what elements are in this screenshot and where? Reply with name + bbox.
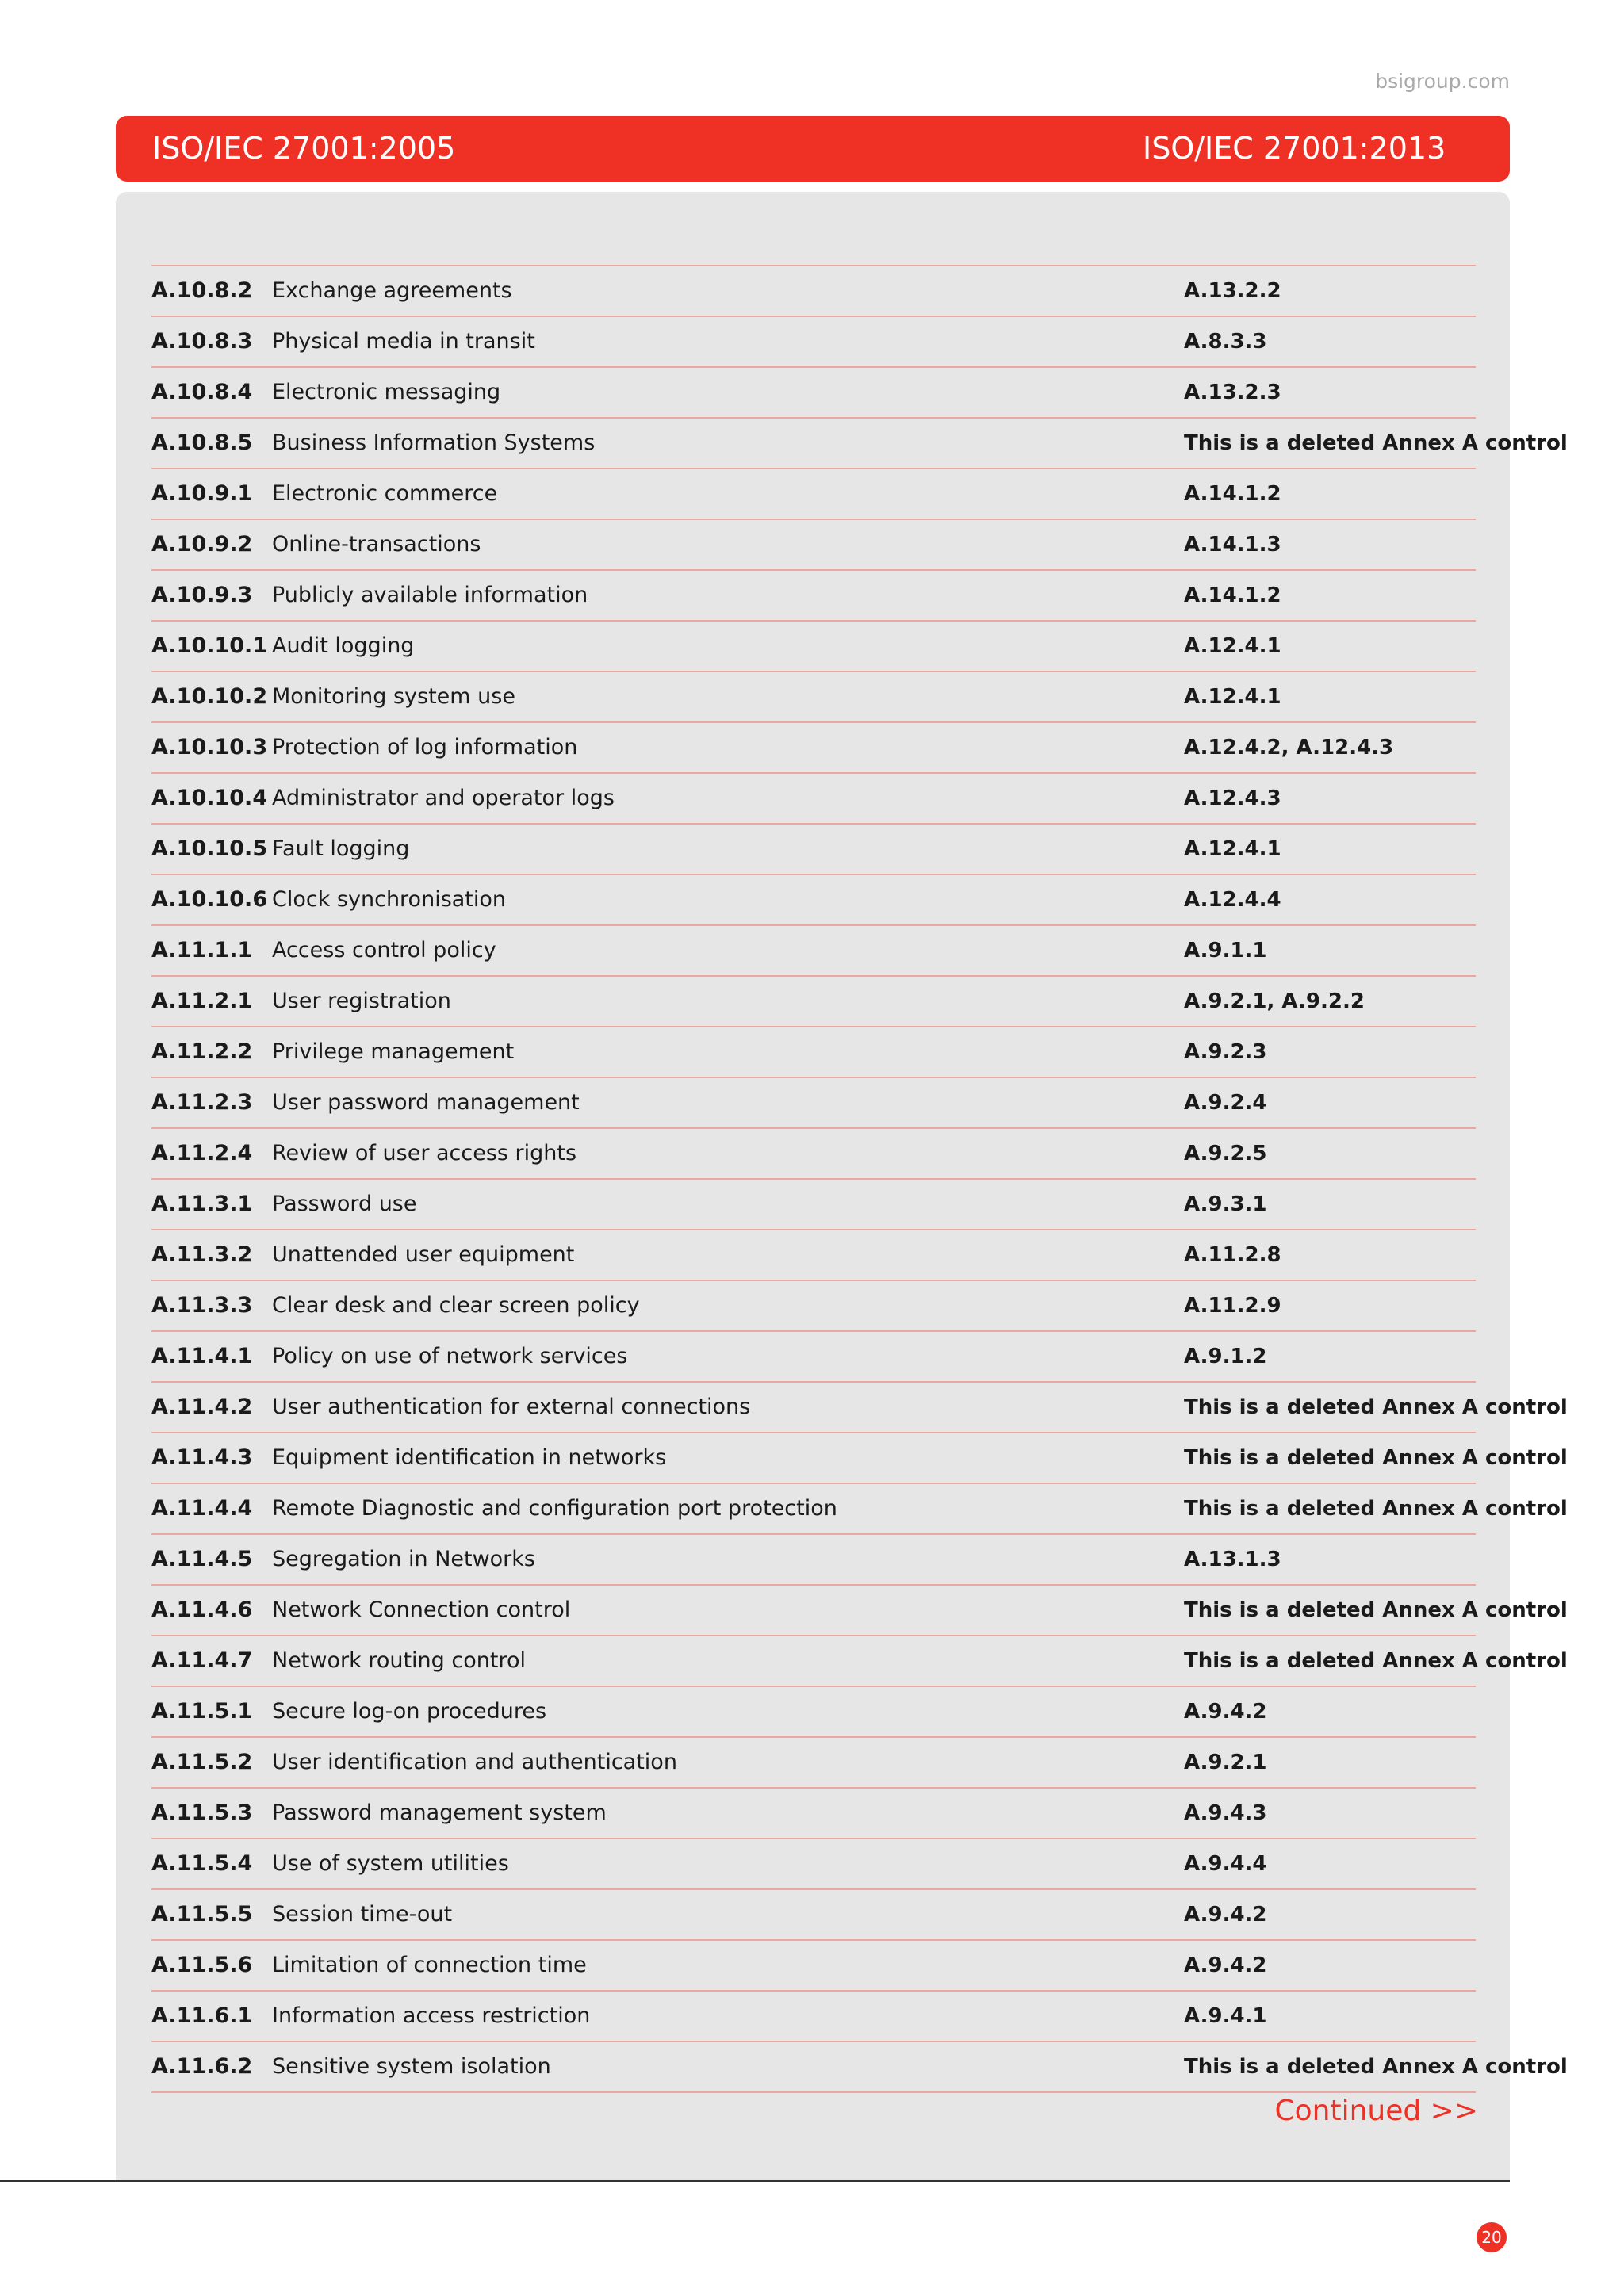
control-2013-mapping: A.9.4.2 — [1184, 1903, 1267, 1927]
control-2005-id: A.10.9.3 — [151, 583, 253, 607]
table-row — [151, 672, 1476, 723]
control-title: Exchange agreements — [272, 278, 512, 303]
table-row — [151, 825, 1476, 875]
page-number-badge: 20 — [1477, 2222, 1507, 2252]
control-2005-id: A.11.1.1 — [151, 938, 253, 962]
control-title: Clock synchronisation — [272, 887, 507, 912]
control-2005-id: A.11.3.2 — [151, 1242, 253, 1267]
control-2005-id: A.11.4.6 — [151, 1598, 253, 1622]
control-2013-mapping: A.12.4.1 — [1184, 634, 1281, 658]
control-title: Session time-out — [272, 1902, 453, 1927]
mapping-table — [151, 265, 1568, 2093]
table-row — [151, 926, 1476, 977]
table-row — [151, 1433, 1568, 1484]
table-row — [151, 723, 1476, 774]
control-title: Network routing control — [272, 1648, 526, 1673]
control-title: Electronic commerce — [272, 481, 498, 506]
control-2013-mapping: A.12.4.2, A.12.4.3 — [1184, 736, 1394, 760]
control-2005-id: A.11.4.7 — [151, 1648, 253, 1673]
control-title: Limitation of connection time — [272, 1953, 587, 1977]
control-2005-id: A.11.6.1 — [151, 2003, 253, 2028]
control-2005-id: A.10.10.4 — [151, 786, 268, 810]
control-2013-mapping: This is a deleted Annex A control — [1184, 431, 1568, 455]
control-2005-id: A.10.8.4 — [151, 380, 253, 404]
control-title: Use of system utilities — [272, 1851, 509, 1876]
table-row — [151, 1535, 1476, 1586]
control-2005-id: A.11.6.2 — [151, 2054, 253, 2079]
header-old-standard: ISO/IEC 27001:2005 — [152, 131, 456, 166]
control-2005-id: A.11.4.3 — [151, 1445, 253, 1470]
control-2005-id: A.10.10.2 — [151, 684, 268, 709]
table-row — [151, 368, 1476, 419]
control-2005-id: A.11.4.1 — [151, 1344, 253, 1368]
table-row — [151, 1332, 1476, 1383]
control-2005-id: A.10.10.5 — [151, 836, 268, 861]
control-title: Audit logging — [272, 633, 415, 658]
table-row — [151, 1687, 1476, 1738]
control-2005-id: A.10.8.5 — [151, 430, 253, 455]
control-title: Sensitive system isolation — [272, 2054, 551, 2079]
control-2013-mapping: This is a deleted Annex A control — [1184, 1497, 1568, 1521]
control-2005-id: A.11.2.4 — [151, 1141, 253, 1165]
control-title: Online-transactions — [272, 532, 481, 557]
control-2013-mapping: A.9.4.4 — [1184, 1852, 1267, 1876]
control-2005-id: A.10.8.3 — [151, 329, 253, 354]
header-new-standard: ISO/IEC 27001:2013 — [1143, 131, 1446, 166]
control-title: Physical media in transit — [272, 329, 535, 354]
control-2013-mapping: This is a deleted Annex A control — [1184, 2055, 1568, 2079]
control-2005-id: A.10.8.2 — [151, 278, 253, 303]
control-title: Secure log-on procedures — [272, 1699, 547, 1724]
control-2013-mapping: A.9.1.2 — [1184, 1345, 1267, 1368]
control-title: User password management — [272, 1090, 580, 1115]
control-2005-id: A.11.4.5 — [151, 1547, 253, 1571]
control-2005-id: A.11.4.4 — [151, 1496, 253, 1521]
table-row — [151, 1586, 1568, 1636]
control-2013-mapping: A.12.4.4 — [1184, 888, 1281, 912]
control-2013-mapping: A.13.2.2 — [1184, 279, 1281, 303]
control-title: Privilege management — [272, 1039, 515, 1064]
control-title: User authentication for external connections — [272, 1395, 751, 1419]
table-row — [151, 1839, 1476, 1890]
control-2005-id: A.10.10.1 — [151, 633, 268, 658]
table-row — [151, 1230, 1476, 1281]
control-title: Network Connection control — [272, 1598, 571, 1622]
control-2013-mapping: A.9.2.3 — [1184, 1040, 1267, 1064]
control-title: Information access restriction — [272, 2003, 591, 2028]
control-2005-id: A.11.5.2 — [151, 1750, 253, 1774]
table-row — [151, 1484, 1568, 1535]
control-2013-mapping: A.9.4.2 — [1184, 1954, 1267, 1977]
control-title: Monitoring system use — [272, 684, 515, 709]
table-row — [151, 1992, 1476, 2042]
control-2013-mapping: A.14.1.2 — [1184, 584, 1281, 607]
control-title: Business Information Systems — [272, 430, 596, 455]
control-2013-mapping: A.11.2.9 — [1184, 1294, 1281, 1318]
table-row — [151, 977, 1476, 1027]
control-title: Unattended user equipment — [272, 1242, 575, 1267]
control-2013-mapping: This is a deleted Annex A control — [1184, 1446, 1568, 1470]
table-row — [151, 469, 1476, 520]
control-2013-mapping: A.9.2.5 — [1184, 1142, 1267, 1165]
control-title: Administrator and operator logs — [272, 786, 615, 810]
table-row — [151, 1027, 1476, 1078]
control-2005-id: A.11.5.5 — [151, 1902, 253, 1927]
control-title: Access control policy — [272, 938, 496, 962]
control-2013-mapping: A.14.1.3 — [1184, 533, 1281, 557]
continued-link[interactable]: Continued >> — [1274, 2095, 1478, 2127]
control-2005-id: A.11.5.3 — [151, 1800, 253, 1825]
table-row — [151, 317, 1476, 368]
control-2005-id: A.11.5.4 — [151, 1851, 253, 1876]
control-title: Segregation in Networks — [272, 1547, 535, 1571]
control-2005-id: A.10.9.1 — [151, 481, 253, 506]
control-title: Clear desk and clear screen policy — [272, 1293, 640, 1318]
header-bar — [116, 116, 1510, 182]
mapping-panel — [116, 192, 1568, 2182]
control-2005-id: A.11.5.6 — [151, 1953, 253, 1977]
control-title: Policy on use of network services — [272, 1344, 628, 1368]
control-2013-mapping: This is a deleted Annex A control — [1184, 1395, 1568, 1419]
table-row — [151, 1890, 1476, 1941]
control-2013-mapping: A.14.1.2 — [1184, 482, 1281, 506]
table-row — [151, 622, 1476, 672]
control-title: Protection of log information — [272, 735, 578, 760]
control-title: Fault logging — [272, 836, 410, 861]
table-row — [151, 875, 1476, 926]
control-2005-id: A.11.4.2 — [151, 1395, 253, 1419]
table-row — [151, 1738, 1476, 1789]
control-title: Review of user access rights — [272, 1141, 577, 1165]
control-title: Password use — [272, 1192, 417, 1216]
control-2005-id: A.10.9.2 — [151, 532, 253, 557]
control-title: User registration — [272, 989, 451, 1013]
footer-rule — [0, 2180, 1510, 2182]
table-row — [151, 774, 1476, 825]
control-2013-mapping: A.12.4.3 — [1184, 786, 1281, 810]
control-2005-id: A.10.10.6 — [151, 887, 268, 912]
table-row — [151, 419, 1568, 469]
table-row — [151, 520, 1476, 571]
control-2013-mapping: A.9.2.1 — [1184, 1751, 1267, 1774]
control-title: Electronic messaging — [272, 380, 501, 404]
control-2013-mapping: A.12.4.1 — [1184, 837, 1281, 861]
control-2013-mapping: A.9.3.1 — [1184, 1192, 1267, 1216]
control-2013-mapping: A.9.1.1 — [1184, 939, 1267, 962]
control-2013-mapping: A.9.2.1, A.9.2.2 — [1184, 989, 1365, 1013]
table-row — [151, 1941, 1476, 1992]
control-2013-mapping: This is a deleted Annex A control — [1184, 1598, 1568, 1622]
table-row — [151, 2042, 1568, 2093]
control-2013-mapping: A.13.1.3 — [1184, 1548, 1281, 1571]
table-row — [151, 1636, 1568, 1687]
control-2013-mapping: A.8.3.3 — [1184, 330, 1267, 354]
control-2013-mapping: This is a deleted Annex A control — [1184, 1649, 1568, 1673]
table-row — [151, 1180, 1476, 1230]
control-2005-id: A.11.5.1 — [151, 1699, 253, 1724]
control-title: User identification and authentication — [272, 1750, 677, 1774]
control-2013-mapping: A.9.4.1 — [1184, 2004, 1267, 2028]
control-2005-id: A.11.2.3 — [151, 1090, 253, 1115]
site-url[interactable]: bsigroup.com — [1375, 70, 1510, 93]
table-row — [151, 1383, 1568, 1433]
control-title: Remote Diagnostic and configuration port protection — [272, 1496, 837, 1521]
control-2013-mapping: A.9.4.3 — [1184, 1801, 1267, 1825]
table-row — [151, 266, 1476, 317]
table-row — [151, 1129, 1476, 1180]
table-row — [151, 1789, 1476, 1839]
table-row — [151, 1281, 1476, 1332]
control-2005-id: A.10.10.3 — [151, 735, 268, 760]
table-row — [151, 1078, 1476, 1129]
table-row — [151, 571, 1476, 622]
control-title: Equipment identification in networks — [272, 1445, 667, 1470]
control-title: Publicly available information — [272, 583, 588, 607]
control-2013-mapping: A.13.2.3 — [1184, 381, 1281, 404]
control-2013-mapping: A.11.2.8 — [1184, 1243, 1281, 1267]
control-2005-id: A.11.3.3 — [151, 1293, 253, 1318]
control-2005-id: A.11.2.1 — [151, 989, 253, 1013]
control-2005-id: A.11.3.1 — [151, 1192, 253, 1216]
control-title: Password management system — [272, 1800, 607, 1825]
control-2013-mapping: A.9.2.4 — [1184, 1091, 1267, 1115]
control-2013-mapping: A.12.4.1 — [1184, 685, 1281, 709]
control-2005-id: A.11.2.2 — [151, 1039, 253, 1064]
control-2013-mapping: A.9.4.2 — [1184, 1700, 1267, 1724]
